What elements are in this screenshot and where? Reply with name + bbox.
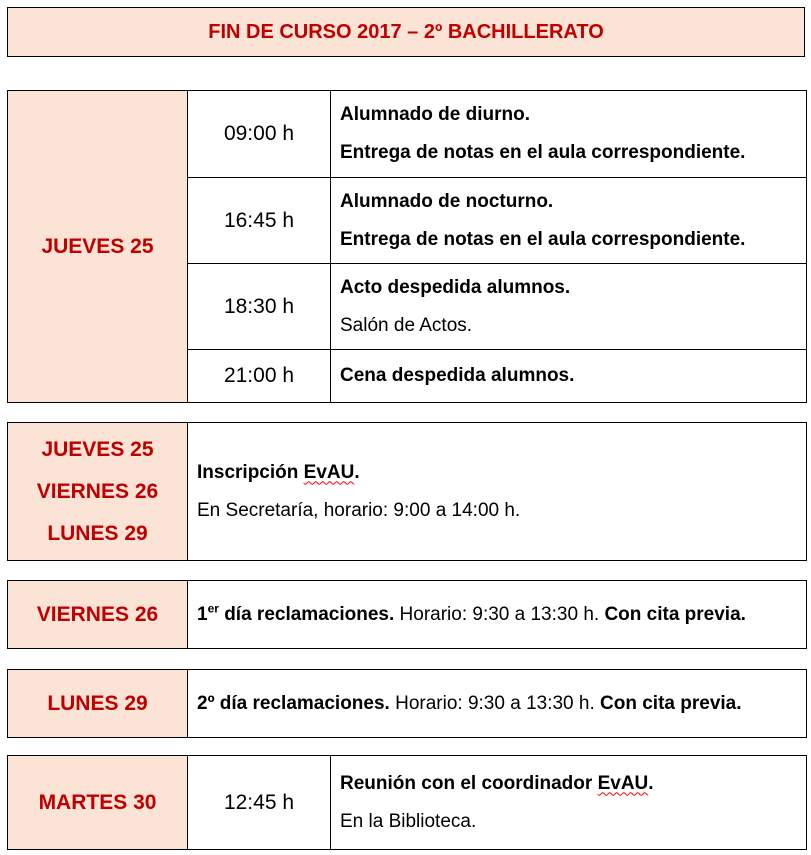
event-text: 2º día reclamaciones. Horario: 9:30 a 13:30 h. Con cita previa.: [197, 692, 742, 714]
time-cell: 18:30 h: [188, 264, 331, 350]
page-title: FIN DE CURSO 2017 – 2º BACHILLERATO: [7, 7, 805, 57]
description-cell: [331, 756, 807, 850]
description-cell: [331, 91, 807, 178]
day-label: LUNES 29: [47, 691, 148, 715]
day-cell: [8, 91, 188, 403]
spellcheck-word: EvAU: [303, 461, 355, 483]
day-label: MARTES 30: [38, 790, 157, 814]
description-cell: [331, 178, 807, 264]
description-cell: [188, 670, 807, 738]
description-cell: [188, 581, 807, 649]
description-cell: [331, 264, 807, 350]
event-title: Alumnado de nocturno.: [340, 190, 554, 212]
event-detail: En Secretaría, horario: 9:00 a 14:00 h.: [197, 499, 521, 521]
event-text: 1er día reclamaciones. Horario: 9:30 a 13:30 h. Con cita previa.: [197, 601, 746, 625]
day-cell: [8, 670, 188, 738]
day-label: LUNES 29: [47, 521, 148, 545]
spellcheck-word: EvAU: [597, 772, 649, 794]
table-row: [8, 581, 807, 649]
schedule-table-claims-day1: [7, 580, 807, 649]
event-title: Acto despedida alumnos.: [340, 276, 571, 298]
event-detail: Salón de Actos.: [340, 314, 473, 336]
time-cell: 12:45 h: [188, 756, 331, 850]
table-row: [8, 756, 807, 850]
schedule-table-claims-day2: [7, 669, 807, 738]
day-cell: [8, 756, 188, 850]
description-cell: [188, 423, 807, 561]
day-cell: [8, 423, 188, 561]
schedule-table-thursday: [7, 90, 807, 403]
day-label: JUEVES 25: [41, 234, 154, 258]
event-title: Inscripción EvAU.: [197, 461, 360, 483]
event-title: Alumnado de diurno.: [340, 104, 530, 125]
time-cell: 09:00 h: [188, 91, 331, 178]
event-title: Cena despedida alumnos.: [340, 365, 575, 386]
description-cell: [331, 350, 807, 403]
time-cell: 16:45 h: [188, 178, 331, 264]
schedule-table-evau-registration: [7, 422, 807, 561]
table-row: [8, 670, 807, 738]
table-row: [8, 423, 807, 561]
day-label: VIERNES 26: [36, 479, 159, 503]
day-cell: [8, 581, 188, 649]
event-detail: Entrega de notas en el aula correspondiente.: [340, 142, 746, 163]
event-detail: En la Biblioteca.: [340, 810, 477, 832]
event-title: Reunión con el coordinador EvAU.: [340, 772, 654, 794]
event-detail: Entrega de notas en el aula correspondiente.: [340, 228, 746, 250]
table-row: [8, 91, 807, 178]
time-cell: 21:00 h: [188, 350, 331, 403]
schedule-table-tuesday: [7, 755, 807, 850]
day-label: JUEVES 25: [41, 437, 154, 461]
day-label: VIERNES 26: [36, 602, 159, 626]
